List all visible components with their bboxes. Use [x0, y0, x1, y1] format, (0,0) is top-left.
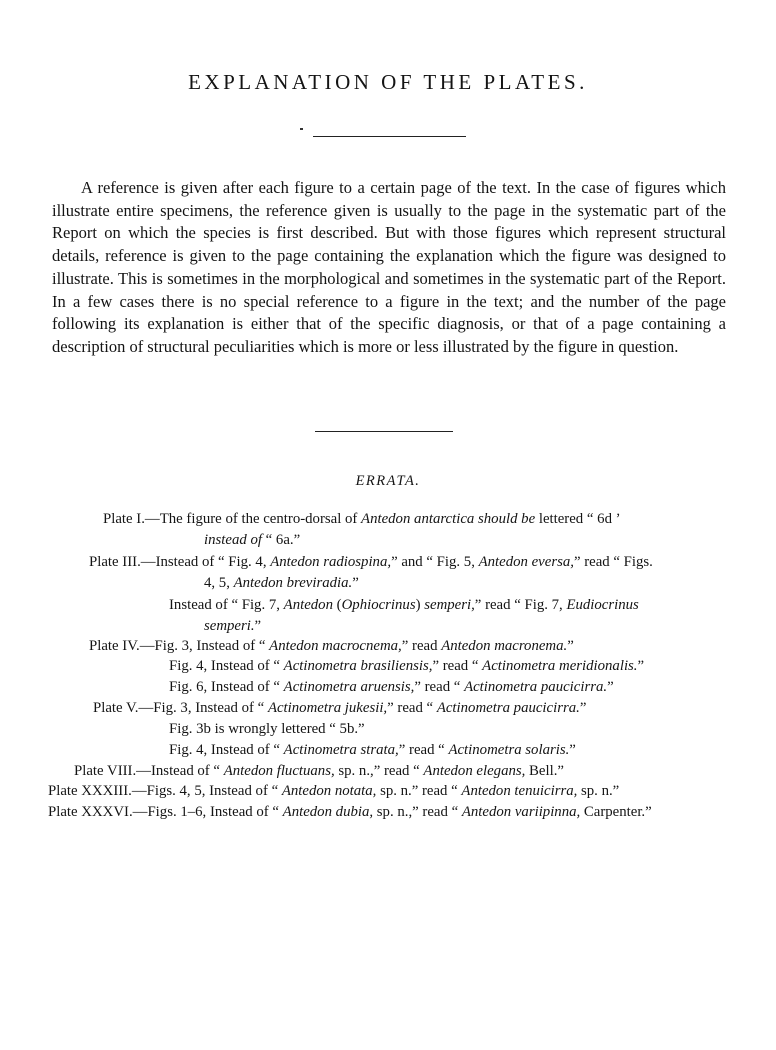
errata-line: 4, 5, Antedon breviradia.” — [204, 575, 359, 591]
errata-line: Instead of “ Fig. 7, Antedon (Ophiocrinus) semperi,” read “ Fig. 7, Eudiocrinus — [169, 597, 639, 613]
errata-line: Plate XXXVI.—Figs. 1–6, Instead of “ Antedon dubia, sp. n.,” read “ Antedon variipinna, Carpenter.” — [48, 804, 652, 820]
errata-line: Plate III.—Instead of “ Fig. 4, Antedon radiospina,” and “ Fig. 5, Antedon eversa,” read “ Figs. — [89, 554, 653, 570]
errata-line: instead of “ 6a.” — [204, 532, 301, 548]
errata-line: Fig. 3b is wrongly lettered “ 5b.” — [169, 721, 365, 737]
section-divider — [315, 431, 453, 432]
page-title: EXPLANATION OF THE PLATES. — [188, 70, 588, 94]
errata-line: Plate V.—Fig. 3, Instead of “ Actinometra jukesii,” read “ Actinometra paucicirra.” — [93, 700, 587, 716]
errata-line: Plate IV.—Fig. 3, Instead of “ Antedon macrocnema,” read Antedon macronema.” — [89, 638, 574, 654]
errata-heading: ERRATA. — [355, 473, 421, 489]
errata-line: Plate I.—The figure of the centro-dorsal of Antedon antarctica should be lettered “ 6d ’ — [103, 511, 621, 527]
ink-speck — [300, 128, 303, 130]
title-divider — [313, 136, 466, 137]
errata-line: semperi.” — [204, 618, 262, 634]
errata-line: Plate VIII.—Instead of “ Antedon fluctuans, sp. n.,” read “ Antedon elegans, Bell.” — [74, 763, 564, 779]
errata-line: Plate XXXIII.—Figs. 4, 5, Instead of “ Antedon notata, sp. n.” read “ Antedon tenuicirra, sp. n.” — [48, 783, 620, 799]
errata-line: Fig. 4, Instead of “ Actinometra brasiliensis,” read “ Actinometra meridionalis.” — [169, 658, 645, 674]
errata-line: Fig. 4, Instead of “ Actinometra strata,” read “ Actinometra solaris.” — [169, 742, 576, 758]
intro-paragraph: A reference is given after each figure to a certain page of the text. In the case of figures which illustrate entire specimens, the reference given is usually to the page in the systematic part of the Report on which the species is first described. But with those figures which represent structural details, reference is given to the page containing the explanation which the figure was designed to illustrate. This is sometimes in the morphological and sometimes in the systematic part of the Report. In a few cases there is no special reference to a figure in the text; and the number of the page following its explanation is either that of the specific diagnosis, or that of a page containing a description of structural peculiarities which is more or less illustrated by the figure in question. — [52, 178, 726, 356]
errata-line: Fig. 6, Instead of “ Actinometra aruensis,” read “ Actinometra paucicirra.” — [169, 679, 614, 695]
